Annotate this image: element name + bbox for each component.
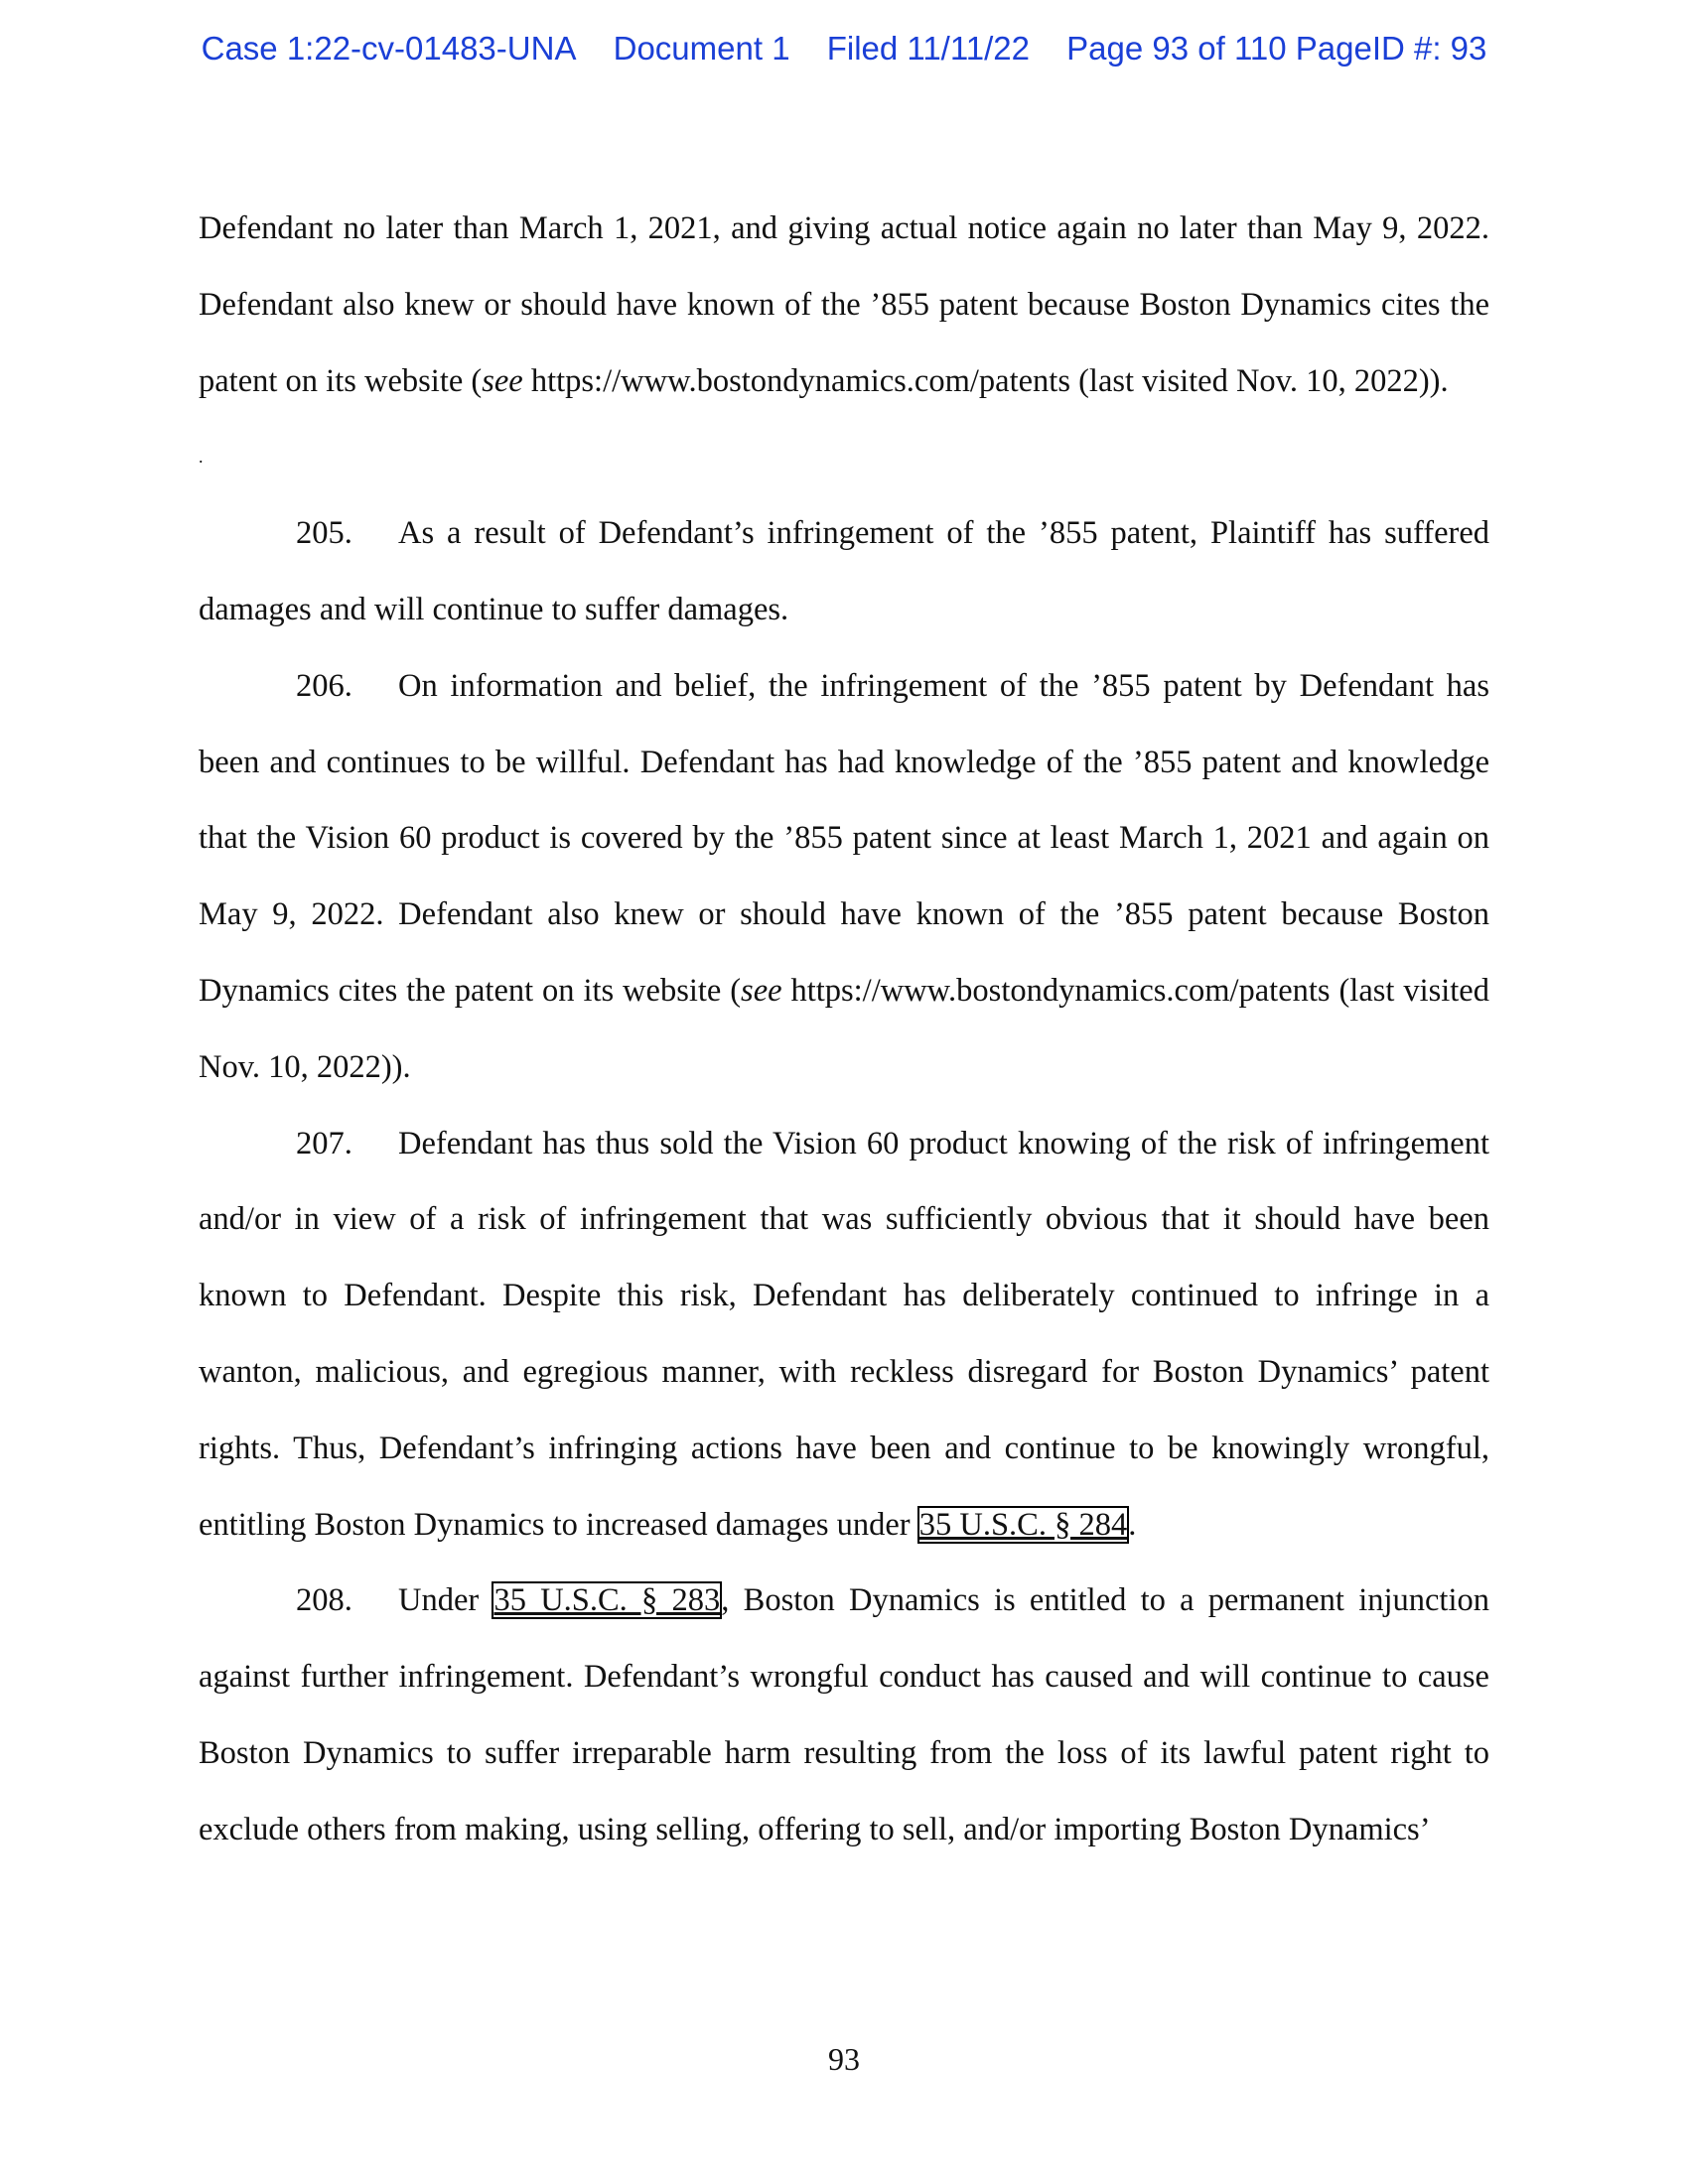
paragraph-text: As a result of Defendant’s infringement of the ’855 patent, Plaintiff has suffered damages and will continue to suffer damages. bbox=[199, 515, 1489, 627]
paragraph-text-end: https://www.bostondynamics.com/patents (last visited Nov. 10, 2022)). bbox=[199, 972, 1489, 1085]
page-number: 93 bbox=[828, 2041, 860, 2077]
paragraph-206 bbox=[199, 648, 1489, 1106]
paragraph-number: 206. bbox=[296, 667, 352, 704]
see-signal: see bbox=[741, 972, 782, 1009]
paragraph-text: On information and belief, the infringement of the ’855 patent by Defendant has been and continues to be willful. Defendant has had knowledge of the ’855 patent and knowledge that the Vision 60 product is covered by the ’855 patent since at least March 1, 2021 and again on May 9, 2022. Defendant also knew or should have known of the ’855 patent because Boston Dynamics cites the patent on its website ( bbox=[199, 667, 1489, 1009]
intro-paragraph bbox=[199, 191, 1489, 419]
paragraph-text: Defendant has thus sold the Vision 60 product knowing of the risk of infringement and/or in view of a risk of infringement that was sufficiently obvious that it should have been known to Defendant. Despite this risk, Defendant has deliberately continued to infringe in a wanton, malicious, and egregious manner, with reckless disregard for Boston Dynamics’ patent rights. Thus, Defendant’s infringing actions have been and continue to be knowingly wrongful, entitling Boston Dynamics to increased damages under bbox=[199, 1125, 1489, 1543]
stray-dot: . bbox=[199, 447, 204, 468]
citation-link-283[interactable]: 35 U.S.C. § 283 bbox=[493, 1582, 721, 1619]
paragraph-208 bbox=[199, 1563, 1489, 1867]
case-header bbox=[0, 30, 1688, 68]
case-number: Case 1:22-cv-01483-UNA bbox=[201, 30, 577, 67]
paragraph-text: Under bbox=[398, 1582, 493, 1619]
intro-line-2: Defendant also knew or should have known of the ’855 patent because Boston Dynamics cites the bbox=[199, 286, 1489, 323]
paragraph-number: 207. bbox=[296, 1125, 352, 1161]
paragraph-text-end: . bbox=[1128, 1506, 1137, 1543]
filed-date: Filed 11/11/22 bbox=[826, 30, 1030, 67]
paragraph-205 bbox=[199, 495, 1489, 648]
paragraph-number: 205. bbox=[296, 515, 352, 552]
intro-see: see bbox=[482, 362, 523, 399]
paragraph-207 bbox=[199, 1106, 1489, 1564]
intro-line-3a: patent on its website ( bbox=[199, 362, 483, 399]
page-id: Page 93 of 110 PageID #: 93 bbox=[1066, 30, 1487, 67]
citation-link-284[interactable]: 35 U.S.C. § 284 bbox=[918, 1506, 1128, 1543]
document-body bbox=[199, 191, 1489, 1868]
document-number: Document 1 bbox=[613, 30, 790, 67]
paragraph-text-end: , Boston Dynamics is entitled to a permanent injunction against further infringement. Defendant’s wrongful conduct has caused and will continue to cause Boston Dynamics to suffer irreparable harm resulting from the loss of its lawful patent right to exclude others from making, using selling, offering to sell, and/or importing Boston Dynamics’ bbox=[199, 1582, 1489, 1847]
paragraph-number: 208. bbox=[296, 1582, 352, 1619]
intro-line-3b: https://www.bostondynamics.com/patents (last visited Nov. 10, 2022)). bbox=[522, 362, 1449, 399]
intro-line-1: Defendant no later than March 1, 2021, and giving actual notice again no later than May 9, 2022. bbox=[199, 210, 1489, 246]
